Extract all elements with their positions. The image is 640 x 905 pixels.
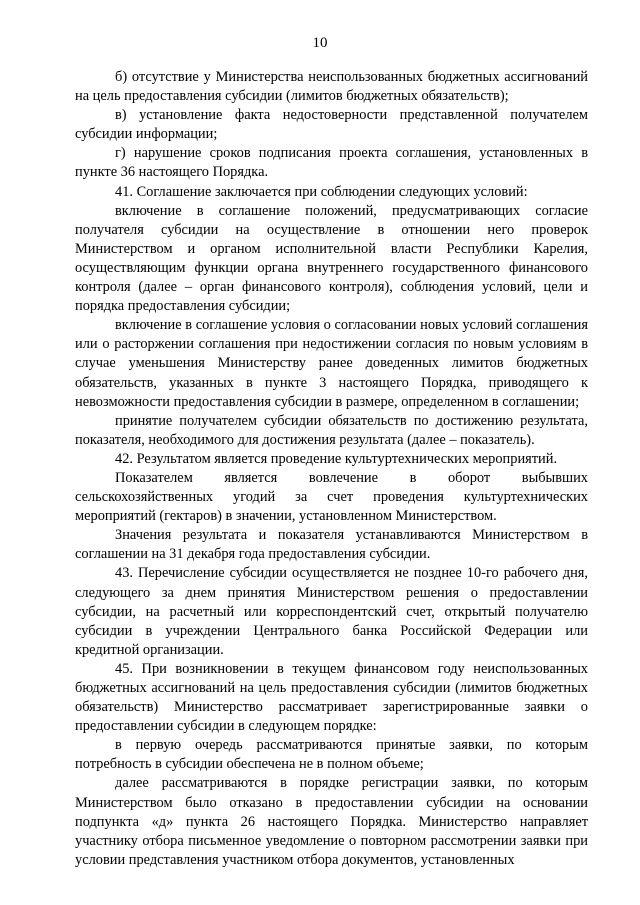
paragraph-45-first: в первую очередь рассматриваются принятые заявки, по которым потребность в субсидии обеспечена не в полном объеме; [75, 737, 588, 773]
paragraph-41-condition-3: принятие получателем субсидии обязательств по достижению результата, показателя, необходимого для достижения результата (далее – показатель). [75, 412, 588, 448]
paragraph-41: 41. Соглашение заключается при соблюдении следующих условий: [115, 183, 528, 200]
paragraph-b: б) отсутствие у Министерства неиспользованных бюджетных ассигнований на цель предоставления субсидии (лимитов бюджетных обязательств); [75, 69, 588, 105]
paragraph-42-indicator: Показателем является вовлечение в оборот выбывших сельскохозяйственных угодий за счет проведения культуртехнических мероприятий (гектаров) в значении, установленном Министерством. [75, 469, 588, 525]
paragraph-42: 42. Результатом является проведение культуртехнических мероприятий. [115, 450, 558, 467]
paragraph-41-condition-1: включение в соглашение положений, предусматривающих согласие получателя субсидии на осуществление в отношении него проверок Министерством и органом исполнительной власти Республики Карелия, осуществляющим функции органа внутреннего государственного финансового контроля (далее – орган финансового контроля), соблюдения условий, цели и порядка предоставления субсидии; [75, 202, 588, 315]
paragraph-42-values: Значения результата и показателя устанавливаются Министерством в соглашении на 31 декабря года предоставления субсидии. [75, 527, 588, 563]
paragraph-g: г) нарушение сроков подписания проекта соглашения, установленных в пункте 36 настоящего Порядка. [75, 145, 588, 181]
paragraph-43: 43. Перечисление субсидии осуществляется не позднее 10-го рабочего дня, следующего за днем принятия Министерством решения о предоставлении субсидии, на расчетный или корреспондентский счет, открытый получателю субсидии в учреждении Центрального банка Российской Федерации или кредитной организации. [75, 565, 588, 658]
page-number: 10 [312, 35, 328, 51]
paragraph-45: 45. При возникновении в текущем финансовом году неиспользованных бюджетных ассигнований на цель предоставления субсидии (лимитов бюджетных обязательств) Министерство рассматривает зарегистрированные заявки о предоставлении субсидии в следующем порядке: [75, 660, 588, 735]
paragraph-41-condition-2: включение в соглашение условия о согласовании новых условий соглашения или о расторжении соглашения при недостижении согласия по новым условиям в случае уменьшения Министерству ранее доведенных лимитов бюджетных обязательств, указанных в пункте 3 настоящего Порядка, приводящего к невозможности предоставления субсидии в размере, определенном в соглашении; [75, 317, 588, 410]
document-body [75, 68, 588, 870]
paragraph-45-next: далее рассматриваются в порядке регистрации заявки, по которым Министерством было отказано в предоставлении субсидии на основании подпункта «д» пункта 26 настоящего Порядка. Министерство направляет участнику отбора письменное уведомление о повторном рассмотрении заявки при условии представления участником отбора документов, установленных [75, 775, 588, 868]
paragraph-v: в) установление факта недостоверности представленной получателем субсидии информации; [75, 107, 588, 143]
